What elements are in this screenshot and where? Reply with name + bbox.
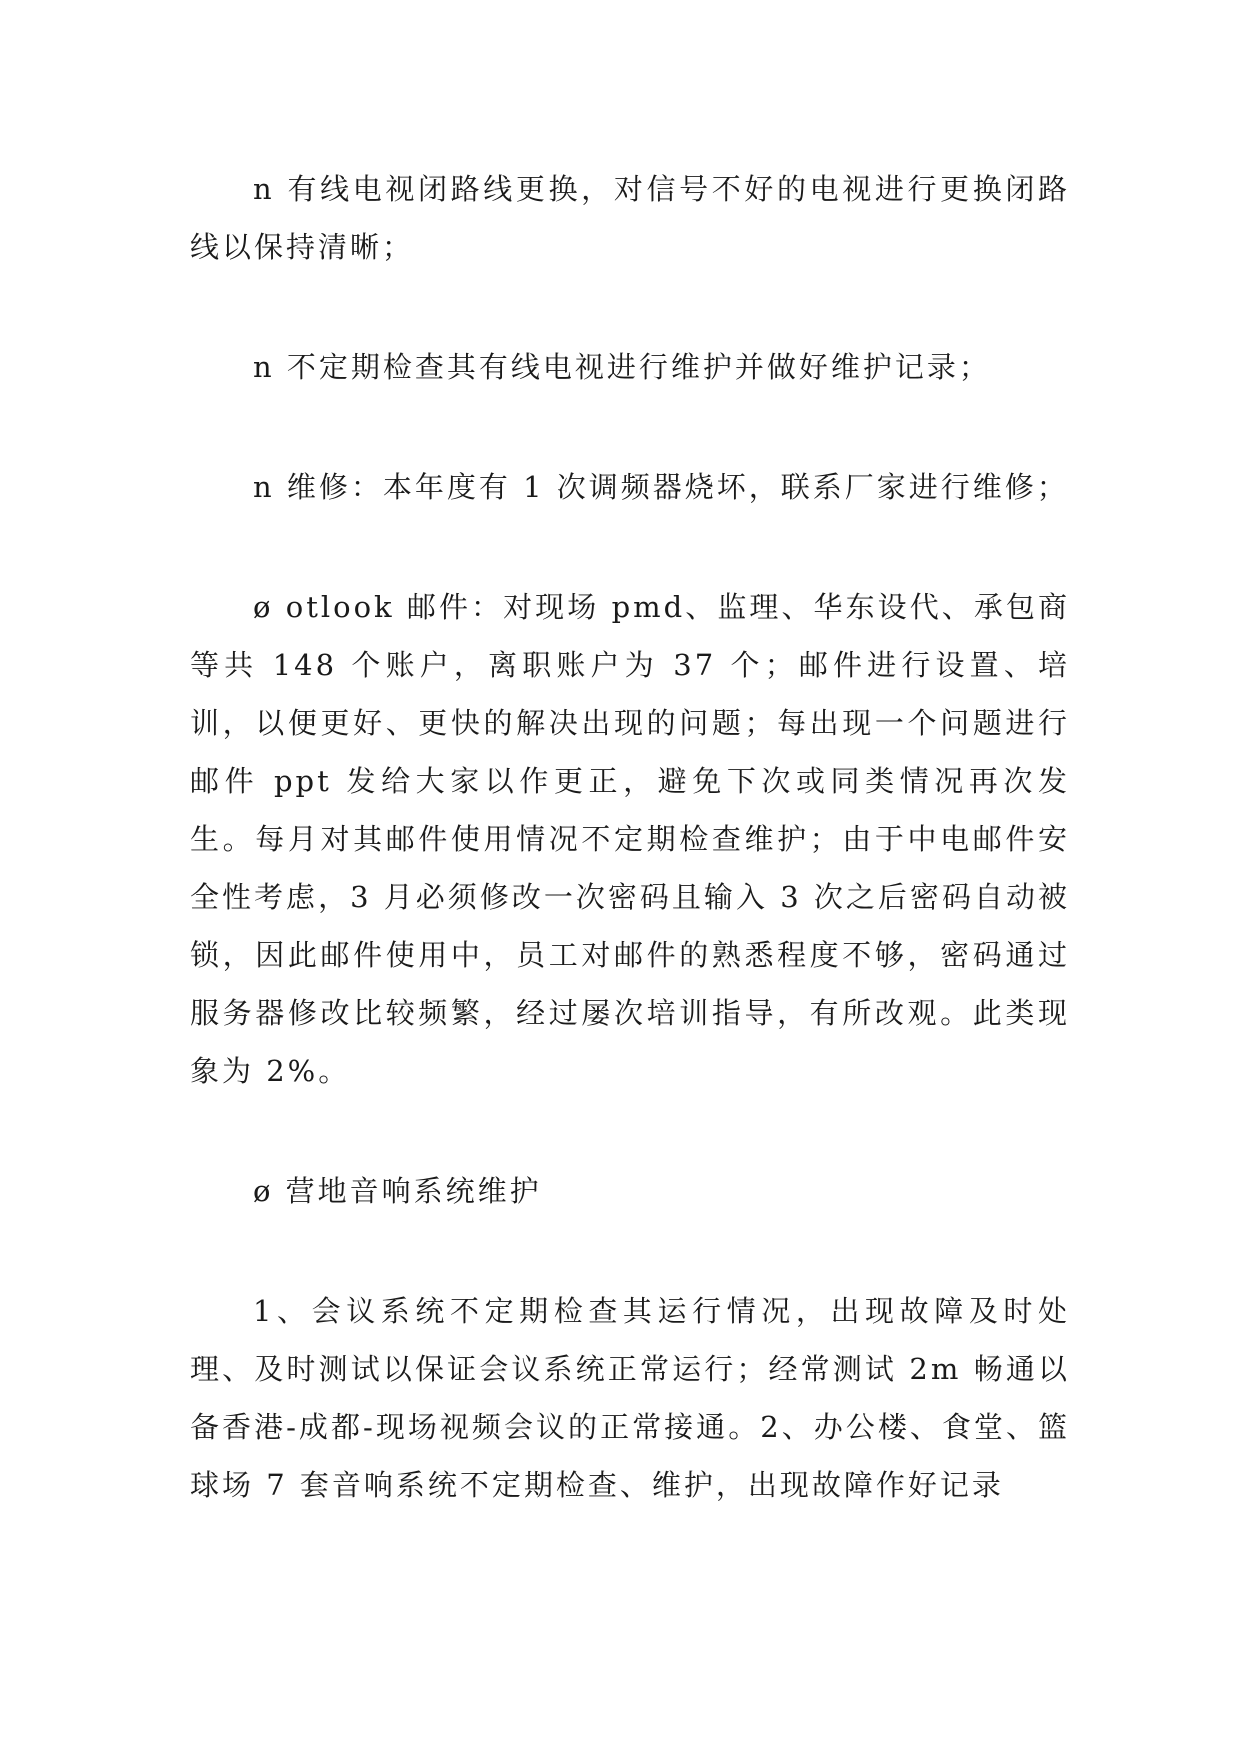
document-page (190, 160, 1070, 1576)
paragraph-tuner-repair: n 维修：本年度有 1 次调频器烧坏，联系厂家进行维修； (253, 470, 1069, 504)
paragraph-audio-system-heading: ø 营地音响系统维护 (253, 1174, 542, 1208)
paragraph-outlook-mail: ø otlook 邮件：对现场 pmd、监理、华东设代、承包商等共 148 个账户，离职账户为 37 个；邮件进行设置、培训，以便更好、更快的解决出现的问题；每出现一个问题进行邮件 ppt 发给大家以作更正，避免下次或同类情况再次发生。每月对其邮件使用情况不定期检查维护；由于中电邮件安全性考虑，3 月必须修改一次密码且输入 3 次之后密码自动被锁，因此邮件使用中，员工对邮件的熟悉程度不够，密码通过服务器修改比较频繁，经过屡次培训指导，有所改观。此类现象为 2%。 (190, 590, 1070, 1088)
paragraph-conference-audio: 1、会议系统不定期检查其运行情况，出现故障及时处理、及时测试以保证会议系统正常运行；经常测试 2m 畅通以备香港-成都-现场视频会议的正常接通。2、办公楼、食堂、篮球场 7 套音响系统不定期检查、维护，出现故障作好记录 (190, 1294, 1070, 1502)
paragraph-cable-tv-replacement: n 有线电视闭路线更换，对信号不好的电视进行更换闭路线以保持清晰； (190, 172, 1070, 264)
paragraph-cable-tv-inspection: n 不定期检查其有线电视进行维护并做好维护记录； (253, 350, 991, 384)
